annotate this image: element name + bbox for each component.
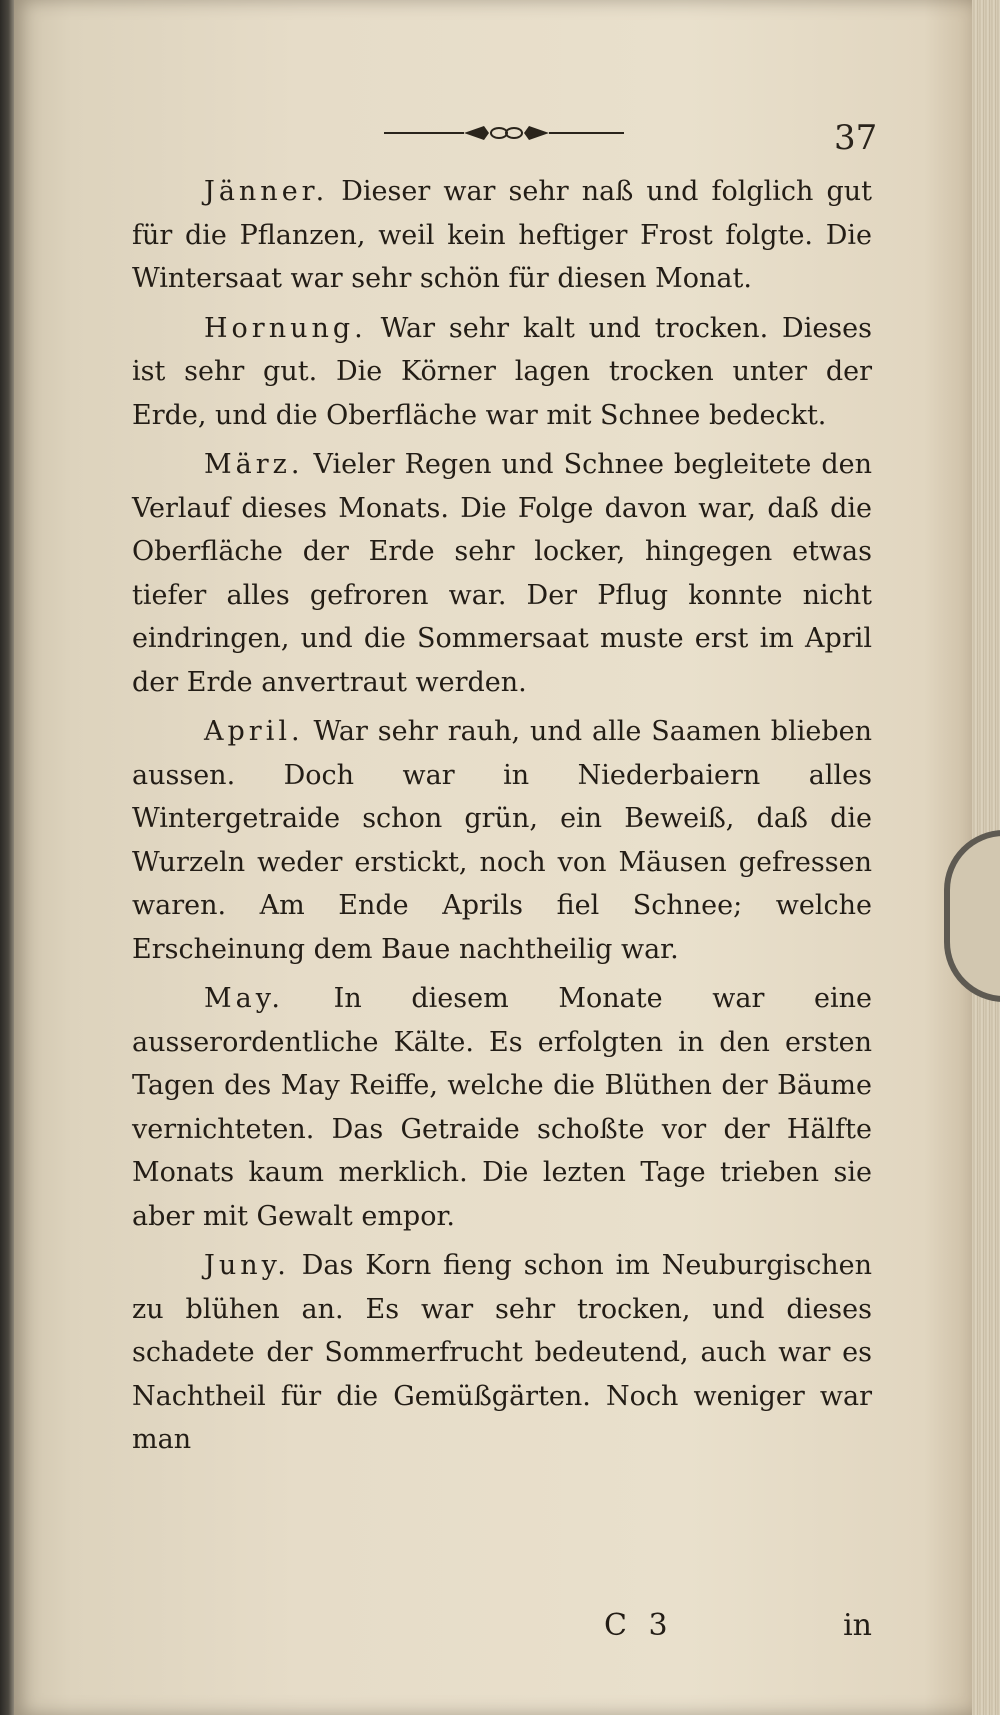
- paragraph-hornung: [132, 307, 872, 438]
- paragraph-maerz: [132, 443, 872, 704]
- signature-mark: C 3: [604, 1608, 674, 1643]
- book-spine-shadow: [0, 0, 14, 1715]
- month-heading: Juny.: [204, 1250, 290, 1281]
- paragraph-may: [132, 977, 872, 1238]
- body-text: [132, 170, 872, 1468]
- page-footer: [132, 1608, 872, 1658]
- month-heading: April.: [204, 716, 304, 747]
- catchword: in: [843, 1608, 872, 1643]
- page-number: 37: [834, 118, 878, 158]
- paragraph-text: Vieler Regen und Schnee begleitete den Verlauf dieses Monats. Die Folge davon war, daß die Oberfläche der Erde sehr locker, hingegen etwas tiefer alles gefroren war. Der Pflug konnte nicht eindringen, und die Sommersaat muste erst im April der Erde anvertraut werden.: [132, 449, 872, 698]
- paragraph-april: [132, 710, 872, 971]
- month-heading: Hornung.: [204, 312, 367, 344]
- paragraph-text: War sehr rauh, und alle Saamen blieben aussen. Doch war in Niederbaiern alles Wintergetraide schon grün, ein Beweiß, daß die Wurzeln weder erstickt, noch von Mäusen gefressen waren. Am Ende Aprils fiel Schnee; welche Erscheinung dem Baue nachtheilig war.: [132, 716, 872, 965]
- month-heading: Jänner.: [204, 176, 329, 207]
- paragraph-text: Dieser war sehr naß und folglich gut für die Pflanzen, weil kein heftiger Frost folgte. Die Wintersaat war sehr schön für diesen Monat.: [132, 176, 872, 294]
- book-page: [14, 0, 972, 1715]
- month-heading: May.: [204, 983, 284, 1014]
- month-heading: März.: [204, 449, 304, 480]
- paragraph-juny: [132, 1244, 872, 1462]
- paragraph-jaenner: [132, 170, 872, 301]
- paragraph-text: Das Korn fieng schon im Neuburgischen zu blühen an. Es war sehr trocken, und dieses schadete der Sommerfrucht bedeutend, auch war es Nachtheil für die Gemüßgärten. Noch weniger war man: [132, 1250, 872, 1455]
- page-header: [384, 108, 884, 168]
- paragraph-text: In diesem Monate war eine ausserordentliche Kälte. Es erfolgten in den ersten Tagen des May Reiffe, welche die Blüthen der Bäume vernichteten. Das Getraide schoßte vor der Hälfte Monats kaum merklich. Die lezten Tage trieben sie aber mit Gewalt empor.: [132, 983, 872, 1232]
- header-ornament-icon: [384, 118, 624, 148]
- paragraph-text: War sehr kalt und trocken. Dieses ist sehr gut. Die Körner lagen trocken unter der Erde, und die Oberfläche war mit Schnee bedeckt.: [132, 312, 872, 431]
